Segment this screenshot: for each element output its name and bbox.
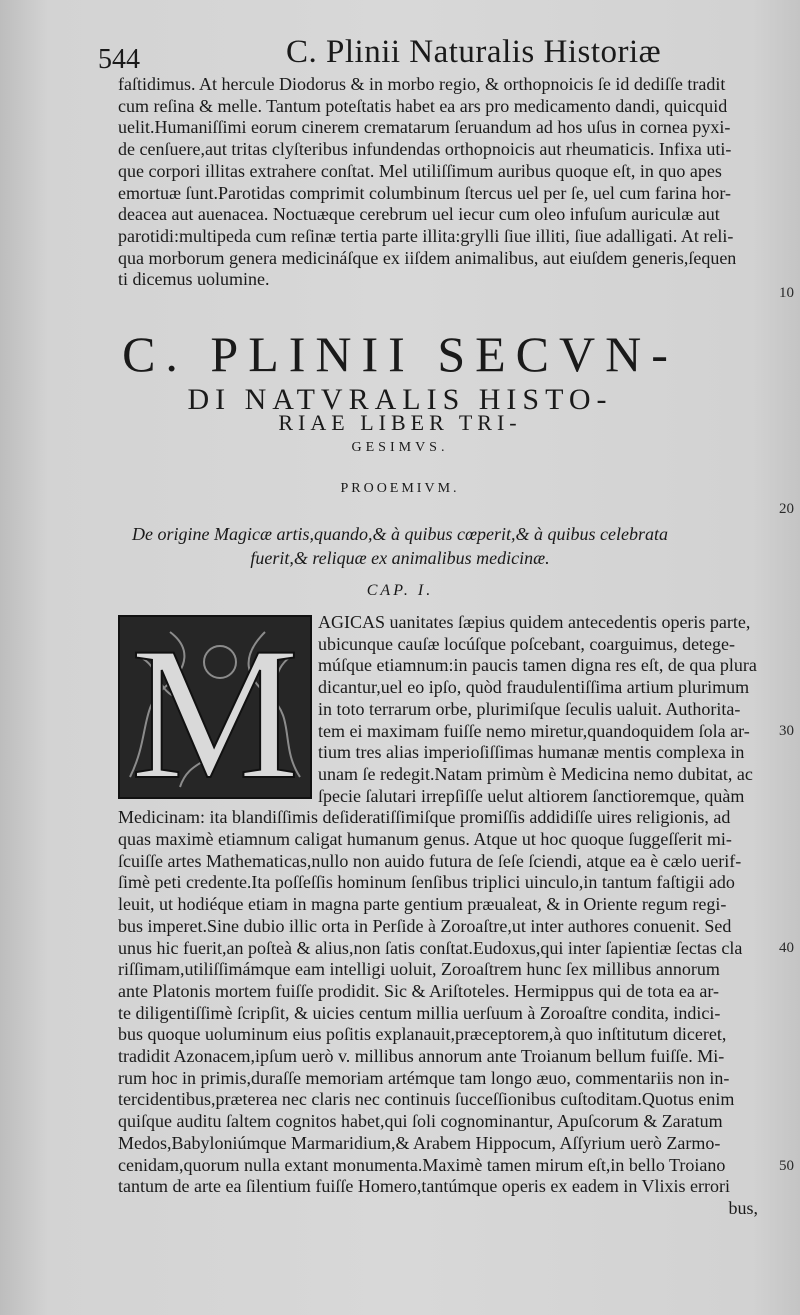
text-line: unus hic fuerit,an poſteà & alius,non ſatis conſtat.Eudoxus,qui inter ſapientiæ ſectas cla [118, 937, 743, 958]
text-line: tradidit Azonacem,ipſum uerò v. millibus annorum ante Troianum bellum fuiſſe. Mi- [118, 1046, 725, 1067]
text-line: ſpecie ſalutari irrepſiſſe uelut altiorem ſanctioremque, quàm [318, 785, 745, 806]
text-line: ante Platonis mortem fuiſſe prodidit. Sic & Ariſtoteles. Hermippus qui de tota ea ar- [118, 980, 720, 1001]
text-line: qua morborum genera medicináſque ex iiſdem animalibus, aut eiuſdem generis,ſequen [118, 247, 737, 268]
margin-line-number: 40 [779, 940, 794, 956]
chapter-heading: CAP. I. [366, 582, 434, 599]
text-line: múſque etiamnum:in paucis tamen digna res eſt, de qua plura [318, 655, 757, 676]
book-title-line-3: RIAE LIBER TRI- [278, 410, 522, 435]
running-title: C. Plinii Naturalis Historiæ [286, 34, 662, 70]
text-line: tantum de arte ea ſilentium fuiſſe Homero,tantúmque operis ex eadem in Vlixis errori [118, 1176, 730, 1197]
chapter-text [118, 612, 778, 1220]
text-line: riſſimam,utiliſſimámque eam intelligi uoluit, Zoroaſtrem hunc ſex millibus annorum [118, 959, 720, 980]
text-line: de cenſuere,aut tritas clyſteribus infundendas orthopnoicis aut rheumaticis. Infixa uti- [118, 139, 732, 160]
text-line: ſimè peti credente.Ita poſſeſſis hominum ſenſibus triplici uinculo,in tantum faſtigii ado [118, 872, 735, 893]
text-line: ti dicemus uolumine. [118, 269, 270, 290]
top-paragraph [118, 74, 778, 291]
text-line: quiſque auditu ſaltem cognitos habet,qui ſoli cognominantur, Apuſcorum & Zaratum [118, 1111, 723, 1132]
text-line: cenidam,quorum nulla extant monumenta.Maximè tamen mirum eſt,in bello Troiano [118, 1154, 726, 1175]
book-title-line-2: DI NATVRALIS HISTO- [187, 383, 613, 416]
book-title-line-4: GESIMVS. [351, 440, 449, 455]
text-line: que corpori illitas extrahere conſtat. Mel utiliſſimum auribus quoque eſt, in quo apes [118, 160, 722, 181]
text-line: faſtidimus. At hercule Diodorus & in morbo regio, & orthopnoicis ſe id dediſſe tradit [118, 74, 726, 94]
text-line: Medicinam: ita blandiſſimis deſideratiſſimiſque promiſſis addidiſſe uires religionis, ad [118, 807, 731, 828]
margin-line-number: 50 [779, 1158, 794, 1174]
text-line: dicantur,uel eo ipſo, quòd fraudulentiſſima artium plurimum [318, 677, 750, 698]
text-line: tem ei maximam fuiſſe nemo miretur,quandoquidem ſola ar- [318, 720, 750, 741]
margin-line-number: 10 [779, 285, 794, 301]
margin-line-number: 30 [779, 723, 794, 739]
svg-text:M: M [130, 617, 300, 797]
text-line: in toto terrarum orbe, plurimiſque ſeculis ualuit. Authorita- [318, 698, 741, 719]
proemium-heading: PROOEMIVM. [340, 481, 460, 496]
text-line: AGICAS uanitates ſæpius quidem antecedentis operis parte, [318, 612, 751, 632]
text-line: te diligentiſſimè ſcripſit, & uicies centum millia uerſuum à Zoroaſtre condita, indici- [118, 1002, 721, 1023]
book-title-line-1: C. PLINII SECVN- [122, 326, 678, 382]
page-header [98, 30, 738, 75]
summary-line: fuerit,& reliquæ ex animalibus medicinæ. [250, 548, 550, 568]
text-line: deacea aut auenacea. Noctuæque cerebrum uel iecur cum oleo infuſum auriculæ aut [118, 204, 720, 225]
text-line: ubicunque cauſæ locúſque poſcebant, coarguimus, detege- [318, 633, 736, 654]
text-line: emortuæ ſunt.Parotidas comprimit columbinum ſtercus uel per ſe, uel cum farina hor- [118, 182, 731, 203]
text-line: uelit.Humaniſſimi eorum cinerem crematarum ſeruandum ad hos uſus in cornea pyxi- [118, 117, 731, 138]
text-line: cum reſina & melle. Tantum poteſtatis habet ea ars pro medicamento dandi, quicquid [118, 95, 728, 116]
text-line: unam ſe redegit.Natam primùm è Medicina nemo dubitat, ac [318, 763, 753, 784]
text-line: ſcuiſſe artes Mathematicas,nullo non auido futura de ſeſe ſciendi, atque ea è cælo uerif- [118, 850, 742, 871]
margin-line-number: 20 [779, 501, 794, 517]
text-line: bus, [728, 1197, 758, 1218]
chapter-summary [0, 522, 800, 570]
text-line: tium tres alias imperioſiſſimas humanæ mentis complexa in [318, 742, 745, 763]
folio-number: 544 [98, 44, 140, 75]
text-line: parotidi:multipeda cum reſinæ tertia parte illita:grylli ſiue illiti, ſiue adalligati. At reli- [118, 225, 734, 246]
text-line: rum hoc in primis,duraſſe memoriam artémque tam longo æuo, commentariis non in- [118, 1067, 730, 1088]
text-line: bus quoque uoluminum eius poſitis explanauit,præceptorem,à quo inſtitutum diceret, [118, 1024, 727, 1045]
text-line: Medos,Babyloniúmque Marmaridium,& Arabem Hippocum, Aſſyrium uerò Zarmo- [118, 1132, 721, 1153]
text-line: leuit, ut hodiéque etiam in magna parte gentium præualeat, & in Oriente regum regi- [118, 894, 727, 915]
text-line: tercidentibus,præterea nec claris nec continuis ſucceſſionibus cuſtoditam.Quotus enim [118, 1089, 735, 1110]
text-line: quas maximè etiamnum caligat humanum genus. Atque ut hoc quoque ſuggeſſerit mi- [118, 829, 732, 850]
summary-line: De origine Magicæ artis,quando,& à quibus cœperit,& à quibus celebrata [132, 524, 668, 544]
text-line: bus imperet.Sine dubio illic orta in Perſide à Zoroaſtre,ut inter authores conuenit. Sed [118, 915, 732, 936]
